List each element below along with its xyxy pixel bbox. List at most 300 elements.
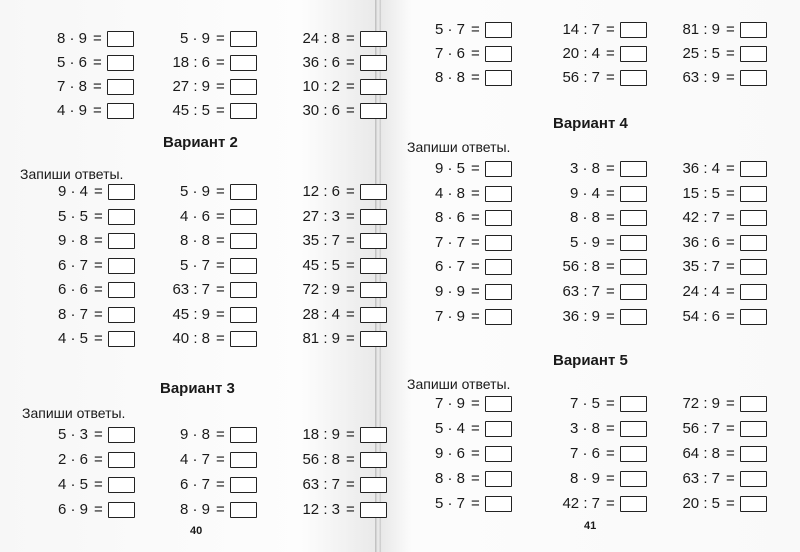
exercise	[400, 43, 535, 65]
answer-box[interactable]	[360, 184, 387, 200]
exercise-expression: 63 : 7	[302, 476, 340, 493]
answer-box[interactable]	[108, 258, 135, 274]
exercise	[270, 449, 405, 471]
equals-sign: =	[726, 160, 735, 177]
exercise	[650, 418, 785, 440]
exercise-expression: 36 : 9	[562, 307, 600, 325]
exercise	[650, 281, 785, 303]
equals-sign: =	[471, 209, 480, 227]
answer-box[interactable]	[485, 471, 512, 487]
equals-sign: =	[606, 495, 615, 512]
equals-sign: =	[471, 283, 480, 300]
equals-sign: =	[726, 395, 735, 412]
exercise-expression: 20 : 4	[562, 45, 600, 62]
answer-box[interactable]	[230, 477, 257, 493]
answer-box[interactable]	[360, 427, 387, 443]
exercise	[270, 304, 405, 326]
equals-sign: =	[94, 183, 103, 200]
exercise-expression: 25 : 5	[682, 45, 720, 62]
answer-box[interactable]	[230, 452, 257, 468]
answer-box[interactable]	[740, 421, 767, 437]
equals-sign: =	[606, 307, 615, 325]
exercise	[530, 232, 665, 254]
exercise-expression: 12 : 3	[302, 501, 340, 518]
exercise	[400, 256, 535, 278]
exercise-expression: 36 : 4	[682, 160, 720, 177]
answer-box[interactable]	[360, 31, 387, 47]
answer-box[interactable]	[485, 284, 512, 300]
exercise	[400, 158, 535, 180]
exercise-expression: 7 · 8	[56, 78, 87, 95]
equals-sign: =	[726, 184, 735, 202]
answer-box[interactable]	[230, 184, 257, 200]
exercise-expression: 5 · 7	[434, 21, 465, 38]
exercise	[270, 255, 405, 277]
variant-4-heading: Вариант 4	[553, 115, 628, 132]
equals-sign: =	[216, 256, 225, 274]
equals-sign: =	[606, 445, 615, 462]
exercise-expression: 9 · 4	[569, 184, 600, 202]
equals-sign: =	[94, 256, 103, 274]
exercise	[270, 424, 405, 446]
answer-box[interactable]	[485, 161, 512, 177]
exercise-expression: 7 · 7	[434, 233, 465, 251]
exercise	[18, 181, 153, 203]
exercise-expression: 7 · 6	[569, 445, 600, 462]
exercise	[650, 158, 785, 180]
exercise-expression: 42 : 7	[562, 495, 600, 512]
exercise	[140, 328, 275, 350]
answer-box[interactable]	[360, 103, 387, 119]
answer-box[interactable]	[360, 258, 387, 274]
exercise	[650, 493, 785, 515]
answer-box[interactable]	[620, 186, 647, 202]
answer-box[interactable]	[360, 55, 387, 71]
equals-sign: =	[216, 78, 225, 95]
exercise	[18, 499, 153, 521]
exercise	[18, 328, 153, 350]
answer-box[interactable]	[230, 103, 257, 119]
exercise	[18, 449, 153, 471]
exercise	[270, 230, 405, 252]
exercise	[140, 230, 275, 252]
exercise-expression: 27 : 9	[172, 78, 210, 95]
exercise	[530, 493, 665, 515]
exercise	[650, 468, 785, 490]
variant-5-heading: Вариант 5	[553, 352, 628, 369]
exercise-expression: 8 · 8	[434, 470, 465, 487]
exercise-expression: 15 : 5	[682, 184, 720, 202]
equals-sign: =	[346, 183, 355, 200]
exercise-expression: 35 : 7	[302, 232, 340, 249]
exercise	[18, 304, 153, 326]
answer-box[interactable]	[108, 184, 135, 200]
answer-box[interactable]	[108, 233, 135, 249]
equals-sign: =	[346, 426, 355, 443]
equals-sign: =	[726, 258, 735, 276]
answer-box[interactable]	[108, 331, 135, 347]
equals-sign: =	[726, 209, 735, 227]
answer-box[interactable]	[230, 282, 257, 298]
answer-box[interactable]	[360, 233, 387, 249]
answer-box[interactable]	[107, 79, 134, 95]
exercise-expression: 8 · 7	[57, 305, 88, 323]
exercise	[400, 183, 535, 205]
exercise	[140, 28, 275, 50]
page-number-left: 40	[190, 525, 203, 537]
answer-box[interactable]	[740, 471, 767, 487]
exercise	[530, 393, 665, 415]
exercise	[530, 19, 665, 41]
exercise	[140, 474, 275, 496]
exercise	[650, 443, 785, 465]
equals-sign: =	[606, 470, 615, 487]
answer-box[interactable]	[107, 31, 134, 47]
answer-box[interactable]	[230, 209, 257, 225]
equals-sign: =	[726, 445, 735, 462]
equals-sign: =	[471, 45, 480, 62]
equals-sign: =	[94, 501, 103, 518]
answer-box[interactable]	[360, 331, 387, 347]
equals-sign: =	[216, 501, 225, 518]
exercise-expression: 6 · 7	[57, 256, 88, 274]
answer-box[interactable]	[740, 446, 767, 462]
exercise	[530, 207, 665, 229]
answer-box[interactable]	[108, 452, 135, 468]
exercise-expression: 8 · 6	[434, 209, 465, 227]
equals-sign: =	[606, 21, 615, 38]
answer-box[interactable]	[740, 235, 767, 251]
answer-box[interactable]	[485, 396, 512, 412]
exercise-expression: 35 : 7	[682, 258, 720, 276]
exercise-expression: 5 · 5	[57, 207, 88, 225]
exercise	[530, 158, 665, 180]
answer-box[interactable]	[620, 46, 647, 62]
answer-box[interactable]	[740, 161, 767, 177]
exercise-expression: 56 : 7	[682, 420, 720, 437]
exercise-expression: 72 : 9	[682, 395, 720, 412]
equals-sign: =	[346, 501, 355, 518]
exercise	[530, 183, 665, 205]
exercise-expression: 54 : 6	[682, 307, 720, 325]
exercise-expression: 28 : 4	[302, 305, 340, 323]
exercise-expression: 2 · 6	[57, 451, 88, 468]
answer-box[interactable]	[230, 258, 257, 274]
exercise	[140, 279, 275, 301]
answer-box[interactable]	[485, 259, 512, 275]
answer-box[interactable]	[740, 22, 767, 38]
equals-sign: =	[471, 69, 480, 86]
exercise	[18, 255, 153, 277]
equals-sign: =	[606, 184, 615, 202]
exercise-expression: 81 : 9	[682, 21, 720, 38]
answer-box[interactable]	[230, 331, 257, 347]
exercise	[530, 256, 665, 278]
equals-sign: =	[726, 45, 735, 62]
equals-sign: =	[216, 183, 225, 200]
exercise	[270, 181, 405, 203]
exercise-expression: 72 : 9	[302, 281, 340, 298]
answer-box[interactable]	[740, 284, 767, 300]
exercise	[270, 474, 405, 496]
equals-sign: =	[606, 233, 615, 251]
answer-box[interactable]	[107, 103, 134, 119]
exercise-expression: 9 · 6	[434, 445, 465, 462]
exercise	[400, 418, 535, 440]
equals-sign: =	[606, 209, 615, 227]
answer-box[interactable]	[360, 282, 387, 298]
answer-box[interactable]	[485, 210, 512, 226]
exercise	[400, 207, 535, 229]
equals-sign: =	[93, 30, 102, 47]
exercise-expression: 8 · 9	[179, 501, 210, 518]
exercise	[140, 206, 275, 228]
answer-box[interactable]	[620, 210, 647, 226]
equals-sign: =	[216, 330, 225, 347]
exercise	[650, 393, 785, 415]
answer-box[interactable]	[620, 396, 647, 412]
exercise-expression: 63 : 7	[682, 470, 720, 487]
equals-sign: =	[94, 426, 103, 443]
exercise	[18, 206, 153, 228]
exercise-expression: 4 · 5	[57, 476, 88, 493]
equals-sign: =	[606, 395, 615, 412]
answer-box[interactable]	[620, 70, 647, 86]
answer-box[interactable]	[230, 31, 257, 47]
equals-sign: =	[216, 54, 225, 71]
answer-box[interactable]	[740, 210, 767, 226]
answer-box[interactable]	[620, 421, 647, 437]
exercise-expression: 6 · 6	[57, 281, 88, 298]
exercise	[18, 279, 153, 301]
equals-sign: =	[346, 232, 355, 249]
exercise	[18, 474, 153, 496]
answer-box[interactable]	[620, 496, 647, 512]
answer-box[interactable]	[485, 421, 512, 437]
variant-2-instruction: Запиши ответы.	[20, 166, 124, 182]
answer-box[interactable]	[230, 502, 257, 518]
answer-box[interactable]	[740, 46, 767, 62]
answer-box[interactable]	[360, 477, 387, 493]
exercise-expression: 8 · 8	[569, 209, 600, 227]
answer-box[interactable]	[108, 477, 135, 493]
answer-box[interactable]	[360, 79, 387, 95]
exercise	[140, 304, 275, 326]
answer-box[interactable]	[360, 502, 387, 518]
answer-box[interactable]	[485, 446, 512, 462]
equals-sign: =	[471, 420, 480, 437]
exercise	[530, 43, 665, 65]
exercise-expression: 4 · 9	[56, 102, 87, 119]
equals-sign: =	[94, 476, 103, 493]
equals-sign: =	[216, 232, 225, 249]
answer-box[interactable]	[230, 307, 257, 323]
answer-box[interactable]	[230, 79, 257, 95]
exercise-expression: 5 · 7	[179, 256, 210, 274]
equals-sign: =	[606, 283, 615, 300]
exercise-expression: 18 : 9	[302, 426, 340, 443]
exercise	[140, 449, 275, 471]
answer-box[interactable]	[485, 496, 512, 512]
exercise-expression: 64 : 8	[682, 445, 720, 462]
exercise-expression: 4 · 5	[57, 330, 88, 347]
exercise	[270, 76, 405, 98]
exercise-expression: 40 : 8	[172, 330, 210, 347]
variant-3-heading: Вариант 3	[160, 380, 235, 397]
answer-box[interactable]	[620, 235, 647, 251]
exercise-expression: 8 · 9	[56, 30, 87, 47]
variant-3-instruction: Запиши ответы.	[22, 405, 126, 421]
exercise-expression: 24 : 8	[302, 30, 340, 47]
answer-box[interactable]	[740, 309, 767, 325]
exercise	[140, 255, 275, 277]
answer-box[interactable]	[620, 22, 647, 38]
equals-sign: =	[726, 420, 735, 437]
exercise	[400, 232, 535, 254]
exercise	[400, 281, 535, 303]
equals-sign: =	[216, 305, 225, 323]
exercise	[270, 28, 405, 50]
answer-box[interactable]	[108, 502, 135, 518]
answer-box[interactable]	[360, 307, 387, 323]
equals-sign: =	[93, 54, 102, 71]
answer-box[interactable]	[620, 161, 647, 177]
exercise	[400, 493, 535, 515]
exercise-expression: 9 · 9	[434, 283, 465, 300]
answer-box[interactable]	[230, 427, 257, 443]
answer-box[interactable]	[485, 70, 512, 86]
answer-box[interactable]	[740, 186, 767, 202]
answer-box[interactable]	[740, 259, 767, 275]
exercise-expression: 4 · 6	[179, 207, 210, 225]
answer-box[interactable]	[620, 471, 647, 487]
answer-box[interactable]	[740, 70, 767, 86]
answer-box[interactable]	[740, 496, 767, 512]
exercise-expression: 45 : 9	[172, 305, 210, 323]
exercise	[140, 52, 275, 74]
exercise-expression: 9 · 8	[179, 426, 210, 443]
equals-sign: =	[216, 281, 225, 298]
equals-sign: =	[726, 307, 735, 325]
equals-sign: =	[346, 30, 355, 47]
equals-sign: =	[346, 102, 355, 119]
answer-box[interactable]	[485, 46, 512, 62]
exercise-expression: 63 : 9	[682, 69, 720, 86]
exercise-expression: 4 · 8	[434, 184, 465, 202]
exercise	[530, 418, 665, 440]
answer-box[interactable]	[108, 307, 135, 323]
exercise-expression: 45 : 5	[302, 256, 340, 274]
equals-sign: =	[216, 476, 225, 493]
equals-sign: =	[94, 330, 103, 347]
exercise-expression: 3 · 8	[569, 420, 600, 437]
exercise-expression: 8 · 8	[179, 232, 210, 249]
exercise-expression: 8 · 8	[434, 69, 465, 86]
exercise	[530, 306, 665, 328]
equals-sign: =	[346, 207, 355, 225]
exercise-expression: 63 : 7	[562, 283, 600, 300]
exercise-expression: 20 : 5	[682, 495, 720, 512]
equals-sign: =	[726, 69, 735, 86]
exercise-expression: 7 · 5	[569, 395, 600, 412]
exercise-expression: 56 : 7	[562, 69, 600, 86]
answer-box[interactable]	[230, 233, 257, 249]
exercise-expression: 9 · 4	[57, 183, 88, 200]
exercise-expression: 36 : 6	[302, 54, 340, 71]
exercise-expression: 12 : 6	[302, 183, 340, 200]
answer-box[interactable]	[485, 309, 512, 325]
answer-box[interactable]	[620, 284, 647, 300]
exercise	[400, 67, 535, 89]
answer-box[interactable]	[485, 235, 512, 251]
exercise	[530, 468, 665, 490]
exercise-expression: 24 : 4	[682, 283, 720, 300]
exercise-expression: 6 · 9	[57, 501, 88, 518]
answer-box[interactable]	[360, 452, 387, 468]
exercise-expression: 7 · 6	[434, 45, 465, 62]
answer-box[interactable]	[360, 209, 387, 225]
exercise	[650, 19, 785, 41]
equals-sign: =	[216, 102, 225, 119]
answer-box[interactable]	[108, 282, 135, 298]
equals-sign: =	[346, 451, 355, 468]
equals-sign: =	[471, 495, 480, 512]
equals-sign: =	[606, 420, 615, 437]
equals-sign: =	[471, 184, 480, 202]
exercise-expression: 5 · 3	[57, 426, 88, 443]
variant-5-instruction: Запиши ответы.	[407, 376, 511, 392]
exercise	[400, 393, 535, 415]
exercise	[530, 281, 665, 303]
exercise-expression: 5 · 9	[179, 30, 210, 47]
equals-sign: =	[93, 78, 102, 95]
exercise	[650, 306, 785, 328]
answer-box[interactable]	[485, 22, 512, 38]
exercise	[270, 100, 405, 122]
exercise	[400, 468, 535, 490]
exercise	[400, 19, 535, 41]
equals-sign: =	[216, 451, 225, 468]
equals-sign: =	[471, 258, 480, 276]
equals-sign: =	[471, 470, 480, 487]
exercise-expression: 5 · 4	[434, 420, 465, 437]
answer-box[interactable]	[107, 55, 134, 71]
exercise-expression: 18 : 6	[172, 54, 210, 71]
answer-box[interactable]	[620, 446, 647, 462]
answer-box[interactable]	[108, 209, 135, 225]
answer-box[interactable]	[620, 259, 647, 275]
equals-sign: =	[726, 495, 735, 512]
answer-box[interactable]	[485, 186, 512, 202]
exercise	[650, 43, 785, 65]
answer-box[interactable]	[108, 427, 135, 443]
equals-sign: =	[94, 281, 103, 298]
answer-box[interactable]	[620, 309, 647, 325]
exercise	[400, 443, 535, 465]
equals-sign: =	[216, 207, 225, 225]
answer-box[interactable]	[230, 55, 257, 71]
equals-sign: =	[346, 78, 355, 95]
exercise-expression: 6 · 7	[179, 476, 210, 493]
exercise	[140, 76, 275, 98]
equals-sign: =	[726, 470, 735, 487]
exercise	[18, 424, 153, 446]
exercise	[140, 181, 275, 203]
equals-sign: =	[606, 69, 615, 86]
equals-sign: =	[94, 207, 103, 225]
exercise	[650, 67, 785, 89]
answer-box[interactable]	[740, 396, 767, 412]
